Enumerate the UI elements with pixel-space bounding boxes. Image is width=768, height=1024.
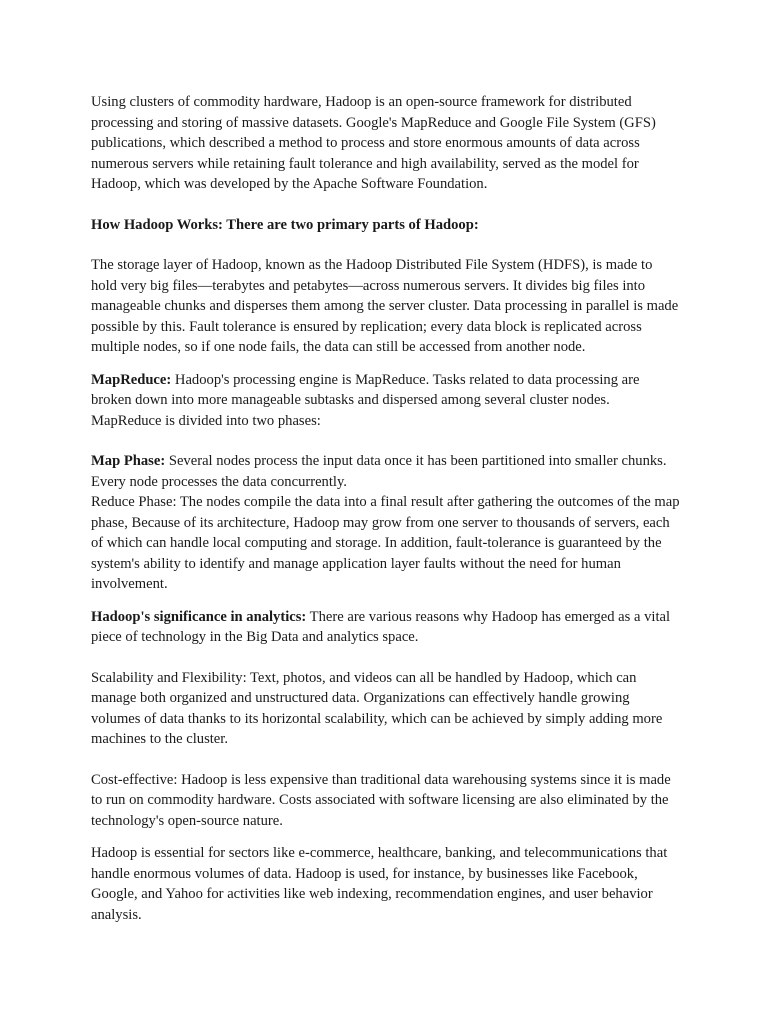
mapreduce-label: MapReduce: <box>91 371 172 388</box>
intro-paragraph: Using clusters of commodity hardware, Hadoop is an open-source framework for distributed processing and storing of massive datasets. Google's MapReduce and Google File System (GFS) publications, which described a method to process and store enormous amounts of data across numerous servers while retaining fault tolerance and high availability, served as the model for Hadoop, which was developed by the Apache Software Foundation. <box>91 94 656 192</box>
scalability-paragraph: Scalability and Flexibility: Text, photos, and videos can all be handled by Hadoop, which can manage both organized and unstructured data. Organizations can effectively handle growing volumes of data thanks to its horizontal scalability, which can be achieved by simply adding more machines to the cluster. <box>91 669 663 747</box>
industries-paragraph: Hadoop is essential for sectors like e-commerce, healthcare, banking, and telecommunications that handle enormous volumes of data. Hadoop is used, for instance, by businesses like Facebook, Google, and Yahoo for activities like web indexing, recommendation engines, and user behavior analysis. <box>91 845 668 923</box>
reduce-phase-paragraph: Reduce Phase: The nodes compile the data into a final result after gathering the outcomes of the map phase, Because of its architecture, Hadoop may grow from one server to thousands of servers, each of which can handle local computing and storage. In addition, fault-tolerance is guaranteed by the system's ability to identify and manage application layer faults without the need for human involvement. <box>91 494 680 592</box>
significance-paragraph <box>91 607 681 648</box>
significance-text: There are various reasons why Hadoop has emerged as a vital piece of technology in the Big Data and analytics space. <box>91 608 671 645</box>
hdfs-paragraph: The storage layer of Hadoop, known as the Hadoop Distributed File System (HDFS), is made to hold very big files—terabytes and petabytes—across numerous servers. It divides big files into manageable chunks and disperses them among the server cluster. Data processing in parallel is made possible by this. Fault tolerance is ensured by replication; every data block is replicated across multiple nodes, so if one node fails, the data can still be accessed from another node. <box>91 257 679 355</box>
how-heading-text: How Hadoop Works: There are two primary parts of Hadoop: <box>91 216 479 233</box>
map-phase-paragraph <box>91 451 681 492</box>
mapreduce-text: Hadoop's processing engine is MapReduce. Tasks related to data processing are broken down into more manageable subtasks and dispersed among several cluster nodes. MapReduce is divided into two phases: <box>91 371 640 429</box>
document-body <box>91 92 681 925</box>
mapreduce-paragraph <box>91 370 681 432</box>
significance-label: Hadoop's significance in analytics: <box>91 608 307 625</box>
how-hadoop-works-heading <box>91 215 681 236</box>
map-phase-label: Map Phase: <box>91 453 166 469</box>
cost-effective-paragraph: Cost-effective: Hadoop is less expensive than traditional data warehousing systems since it is made to run on commodity hardware. Costs associated with software licensing are also eliminated by the technology's open-source nature. <box>91 771 671 829</box>
map-phase-text: Several nodes process the input data once it has been partitioned into smaller chunks. Every node processes the data concurrently. <box>91 453 667 490</box>
